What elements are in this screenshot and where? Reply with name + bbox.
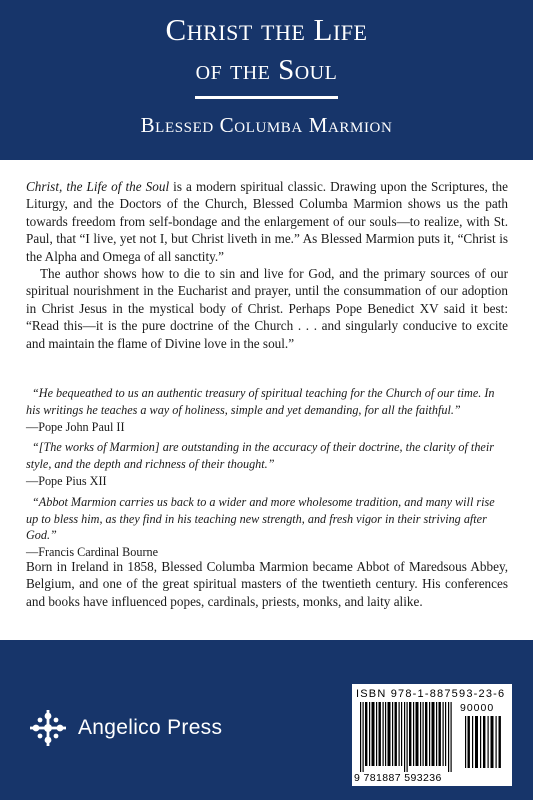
book-description [26, 178, 508, 352]
book-title-line-2: of the Soul [195, 54, 338, 86]
endorsement-quote: “He bequeathed to us an authentic treasury of spiritual teaching for the Church of our time. In his writings he teaches a way of holiness, simple and yet demanding, for all the faithful.” [26, 386, 495, 417]
endorsement-quote: “[The works of Marmion] are outstanding in the accuracy of their doctrine, the clarity of their style, and the depth and richness of their thought.” [26, 440, 494, 472]
endorsements [26, 385, 508, 565]
description-book-title: Christ, the Life of the Soul [26, 179, 170, 194]
description-paragraph-1 [26, 178, 508, 265]
endorsement-quote: “Abbot Marmion carries us back to a wider and more wholesome tradition, and many will rise up to bless him, as they find in his teaching new strength, and fresh vigor in their striving after God.” [26, 494, 495, 543]
endorsement-attribution: —Pope John Paul II [26, 419, 125, 434]
cover-header-band [0, 0, 533, 160]
endorsement-attribution: —Pope Pius XII [26, 473, 107, 488]
publisher-name: Angelico Press [78, 716, 223, 739]
ean-digits: 9 781887 593236 [354, 772, 442, 784]
description-paragraph-2: The author shows how to die to sin and live for God, and the primary sources of our spiritual nourishment in the Eucharist and prayer, until the consummation of our adoption in Christ Jesus in the mystical body of Christ. Perhaps Pope Benedict XV said it best: “Read this—it is the pure doctrine of the Church . . . and singularly conducive to excite and maintain the flame of Divine love in the soul.” [26, 266, 508, 351]
publisher-logo [28, 706, 222, 750]
isbn-number: ISBN 978-1-887593-23-6 [356, 688, 506, 700]
price-code: 90000 [460, 702, 495, 714]
author-biography: Born in Ireland in 1858, Blessed Columba Marmion became Abbot of Maredsous Abbey, Belgium, and one of the great spiritual masters of the twentieth century. His conferences and books have influenced popes, cardinals, priests, monks, and laity alike. [26, 559, 508, 609]
author-name: Blessed Columba Marmion [140, 113, 393, 137]
ean-barcode-bars [358, 702, 458, 772]
isbn-barcode [352, 684, 512, 786]
endorsement-attribution: —Francis Cardinal Bourne [26, 545, 159, 560]
title-divider [195, 96, 338, 99]
description-paragraph-1-text: is a modern spiritual classic. Drawing upon the Scriptures, the Liturgy, and the Doctors of the Church, Blessed Columba Marmion shows us the path towards freedom from self-bondage and the enlargement of our souls—to realize, with St. Paul, that “I live, yet not I, but Christ liveth in me.” As Blessed Marmion puts it, “Christ is the Alpha and Omega of all sanctity.” [26, 179, 508, 264]
price-addon-bars [464, 716, 504, 768]
angelico-cross-logo-icon [28, 708, 68, 748]
book-title-line-1: Christ the Life [165, 12, 368, 47]
